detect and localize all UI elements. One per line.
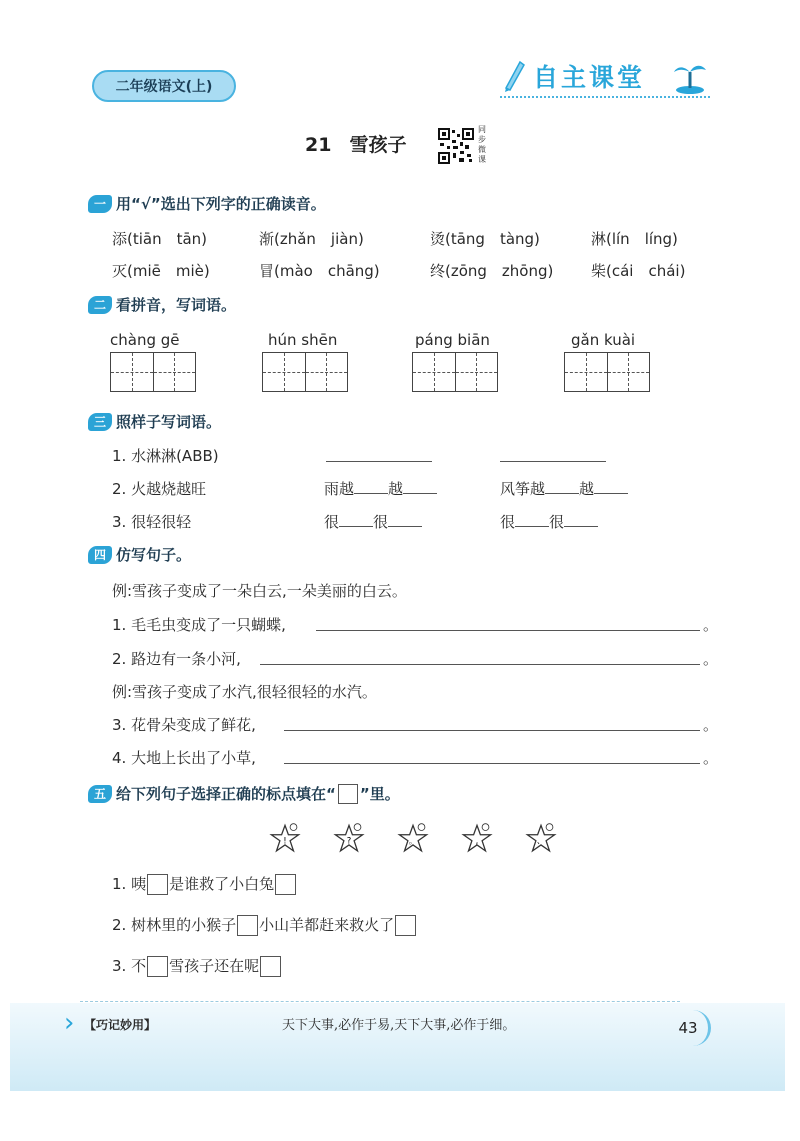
section-1-badge: 一 <box>88 195 112 213</box>
answer-line[interactable] <box>316 630 700 631</box>
example-sentence: 例:雪孩子变成了水汽,很轻很轻的水汽。 <box>112 683 377 701</box>
pattern-answer-text: 很 <box>324 513 340 531</box>
answer-blank[interactable] <box>388 512 422 527</box>
answer-blank[interactable] <box>594 479 628 494</box>
star-enumeration-comma-icon <box>524 822 558 860</box>
writing-grid[interactable] <box>412 352 498 392</box>
reading-item[interactable]: 渐(zhǎn jiàn) <box>259 230 364 248</box>
question-text: 2. 树林里的小猴子 <box>112 916 237 934</box>
pattern-example: 1. 水淋淋(ABB) <box>112 447 219 465</box>
pencil-icon <box>500 58 526 96</box>
reading-item[interactable]: 冒(mào chāng) <box>259 262 380 280</box>
answer-line[interactable] <box>500 461 606 462</box>
reading-item[interactable]: 添(tiān tān) <box>112 230 208 248</box>
sentence-prompt: 4. 大地上长出了小草, <box>112 749 256 767</box>
section-1-title: 用“√”选出下列字的正确读音。 <box>116 195 326 213</box>
star-mark: , <box>475 836 479 847</box>
header-divider <box>500 96 710 98</box>
star-period-icon <box>396 822 430 860</box>
answer-box[interactable] <box>147 874 168 895</box>
pattern-example: 2. 火越烧越旺 <box>112 480 207 498</box>
section-3-badge: 三 <box>88 413 112 431</box>
section-3-header <box>88 411 221 432</box>
answer-blank[interactable] <box>545 479 579 494</box>
section-2-header <box>88 294 236 315</box>
answer-blank[interactable] <box>403 479 437 494</box>
sentence-prompt: 3. 花骨朵变成了鲜花, <box>112 716 256 734</box>
pattern-answer-text: 很 <box>549 513 565 531</box>
sentence-end: 。 <box>703 616 719 634</box>
answer-line[interactable] <box>260 664 700 665</box>
question-text: 小山羊都赶来救火了 <box>259 916 395 934</box>
answer-blank[interactable] <box>339 512 373 527</box>
answer-box[interactable] <box>147 956 168 977</box>
answer-blank[interactable] <box>515 512 549 527</box>
answer-box[interactable] <box>275 874 296 895</box>
pinyin-label: hún shēn <box>268 331 338 349</box>
example-sentence: 例:雪孩子变成了一朵白云,一朵美丽的白云。 <box>112 582 407 600</box>
reading-item[interactable]: 终(zōng zhōng) <box>430 262 554 280</box>
section-4-title: 仿写句子。 <box>116 546 192 564</box>
answer-box[interactable] <box>395 915 416 936</box>
section-1-header <box>88 193 326 214</box>
question-text: 3. 不 <box>112 957 147 975</box>
footer-quote: 天下大事,必作于易,天下大事,必作于细。 <box>282 1018 516 1033</box>
pattern-answer-text: 越 <box>388 480 404 498</box>
qr-label: 同步微课 <box>478 125 486 164</box>
pattern-example: 3. 很轻很轻 <box>112 513 192 531</box>
answer-line[interactable] <box>284 730 700 731</box>
answer-box[interactable] <box>237 915 258 936</box>
qr-code-icon[interactable] <box>438 128 474 164</box>
punctuation-question <box>112 873 297 895</box>
sentence-end: 。 <box>703 749 719 767</box>
sentence-prompt: 2. 路边有一条小河, <box>112 650 241 668</box>
reading-item[interactable]: 灭(miē miè) <box>112 262 210 280</box>
section-4-badge: 四 <box>88 546 112 564</box>
section-3-title: 照样子写词语。 <box>116 413 222 431</box>
section-5-title-a: 给下列句子选择正确的标点填在“ <box>116 785 336 803</box>
section-4-header <box>88 544 191 565</box>
writing-grid[interactable] <box>110 352 196 392</box>
sentence-end: 。 <box>703 716 719 734</box>
pattern-answer <box>500 511 598 532</box>
pinyin-label: páng biān <box>415 331 490 349</box>
sentence-end: 。 <box>703 650 719 668</box>
star-comma-icon <box>460 822 494 860</box>
answer-box[interactable] <box>260 956 281 977</box>
star-mark: ? <box>346 836 352 847</box>
answer-line[interactable] <box>326 461 432 462</box>
star-mark: ! <box>283 836 287 847</box>
question-text: 1. 咦 <box>112 875 147 893</box>
section-2-badge: 二 <box>88 296 112 314</box>
brand-title: 自主课堂 <box>533 63 646 92</box>
pattern-answer-text: 风筝越 <box>500 480 546 498</box>
pattern-answer <box>324 478 437 499</box>
page-number: 43 <box>668 1010 711 1046</box>
footer-divider <box>80 1001 680 1002</box>
star-question-icon <box>332 822 366 860</box>
writing-grid[interactable] <box>262 352 348 392</box>
section-5-title-b: ”里。 <box>359 785 400 803</box>
punctuation-question <box>112 955 282 977</box>
sentence-prompt: 1. 毛毛虫变成了一只蝴蝶, <box>112 616 286 634</box>
star-mark: 。 <box>408 836 418 847</box>
reading-item[interactable]: 柴(cái chái) <box>591 262 686 280</box>
pattern-answer-text: 很 <box>373 513 389 531</box>
question-text: 是谁救了小白兔 <box>169 875 275 893</box>
palm-tree-icon <box>672 60 708 98</box>
lesson-number: 21 <box>305 134 332 156</box>
pinyin-label: chàng gē <box>110 331 180 349</box>
pattern-answer-text: 越 <box>579 480 595 498</box>
writing-grid[interactable] <box>564 352 650 392</box>
section-5-badge: 五 <box>88 785 112 803</box>
lesson-title <box>305 130 406 157</box>
punctuation-question <box>112 914 417 936</box>
section-2-title: 看拼音，写词语。 <box>116 296 237 314</box>
reading-item[interactable]: 淋(lín líng) <box>591 230 678 248</box>
answer-blank[interactable] <box>354 479 388 494</box>
pattern-answer-text: 雨越 <box>324 480 355 498</box>
answer-blank[interactable] <box>564 512 598 527</box>
section-5-header <box>88 783 400 804</box>
pattern-answer-text: 很 <box>500 513 516 531</box>
pinyin-label: gǎn kuài <box>571 331 636 349</box>
question-text: 雪孩子还在呢 <box>169 957 260 975</box>
star-mark: 、 <box>536 836 546 847</box>
reading-item[interactable]: 烫(tāng tàng) <box>430 230 540 248</box>
answer-line[interactable] <box>284 763 700 764</box>
grade-tag: 二年级语文(上) <box>92 70 236 102</box>
footer-tip-label: 【巧记妙用】 <box>84 1018 157 1032</box>
star-exclamation-icon <box>268 822 302 860</box>
pattern-answer <box>500 478 628 499</box>
lesson-name: 雪孩子 <box>349 134 407 156</box>
chevron-right-icon: › <box>64 1008 75 1038</box>
pattern-answer <box>324 511 422 532</box>
blank-box-sample <box>338 784 358 804</box>
